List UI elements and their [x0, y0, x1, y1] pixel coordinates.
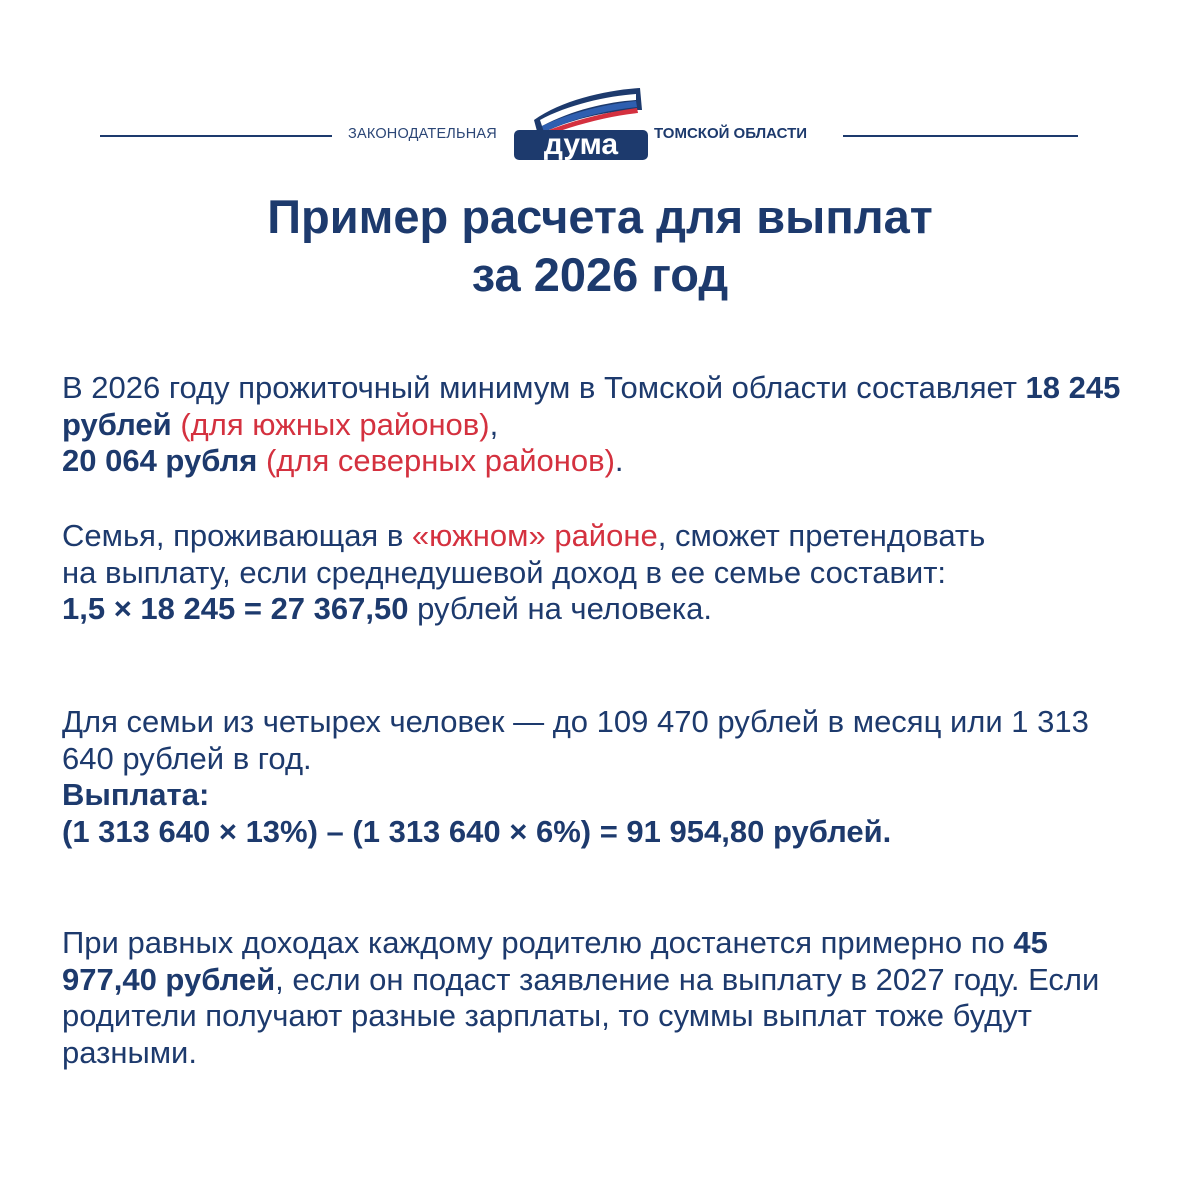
text: .	[614, 443, 624, 478]
header	[0, 105, 1200, 165]
header-right-text: ТОМСКОЙ ОБЛАСТИ	[654, 125, 808, 142]
income-threshold-formula: 1,5 × 18 245 = 27 367,50	[62, 591, 409, 626]
logo-text: дума	[543, 128, 619, 161]
page-title	[0, 188, 1200, 304]
text: В 2026 году прожиточный минимум в Томской области составляет	[62, 370, 1026, 405]
north-note: (для северных районов)	[257, 443, 615, 478]
text: ,	[489, 406, 499, 442]
paragraph-subsistence-minimum	[62, 370, 1172, 480]
text: Для семьи из четырех человек — до 109 470 рублей в месяц или 1 313 640 рублей в год.	[62, 704, 1089, 776]
header-left-text: ЗАКОНОДАТЕЛЬНАЯ	[348, 126, 497, 142]
north-minimum-value: 20 064 рубля	[62, 443, 258, 478]
south-note: (для южных районов)	[171, 406, 490, 442]
paragraph-payment-calculation	[62, 704, 1142, 850]
paragraph-family-eligibility	[62, 518, 1022, 628]
title-line-1: Пример расчета для выплат	[267, 190, 933, 243]
payment-formula: (1 313 640 × 13%) – (1 313 640 × 6%) = 91 954,80 рублей.	[62, 813, 892, 849]
header-divider-left	[100, 135, 332, 137]
south-minimum-value: 18 245 рублей	[62, 370, 1121, 442]
text: , сможет претендовать на выплату, если среднедушевой доход в ее семье составит:	[62, 518, 986, 590]
per-parent-amount: 45 977,40 рублей	[62, 925, 1048, 997]
duma-logo	[512, 80, 650, 162]
header-divider-right	[843, 135, 1078, 137]
paragraph-per-parent	[62, 925, 1112, 1071]
text: Семья, проживающая в	[62, 518, 412, 553]
text: , если он подаст заявление на выплату в 2027 году. Если родители получают разные зарплаты, то суммы выплат тоже будут разными.	[62, 961, 1100, 1070]
south-district-highlight: «южном» районе	[411, 518, 658, 553]
text: рублей на человека.	[408, 591, 712, 626]
title-line-2: за 2026 год	[471, 248, 729, 301]
payment-label: Выплата:	[62, 777, 210, 812]
text: При равных доходах каждому родителю достанется примерно по	[62, 925, 1014, 960]
